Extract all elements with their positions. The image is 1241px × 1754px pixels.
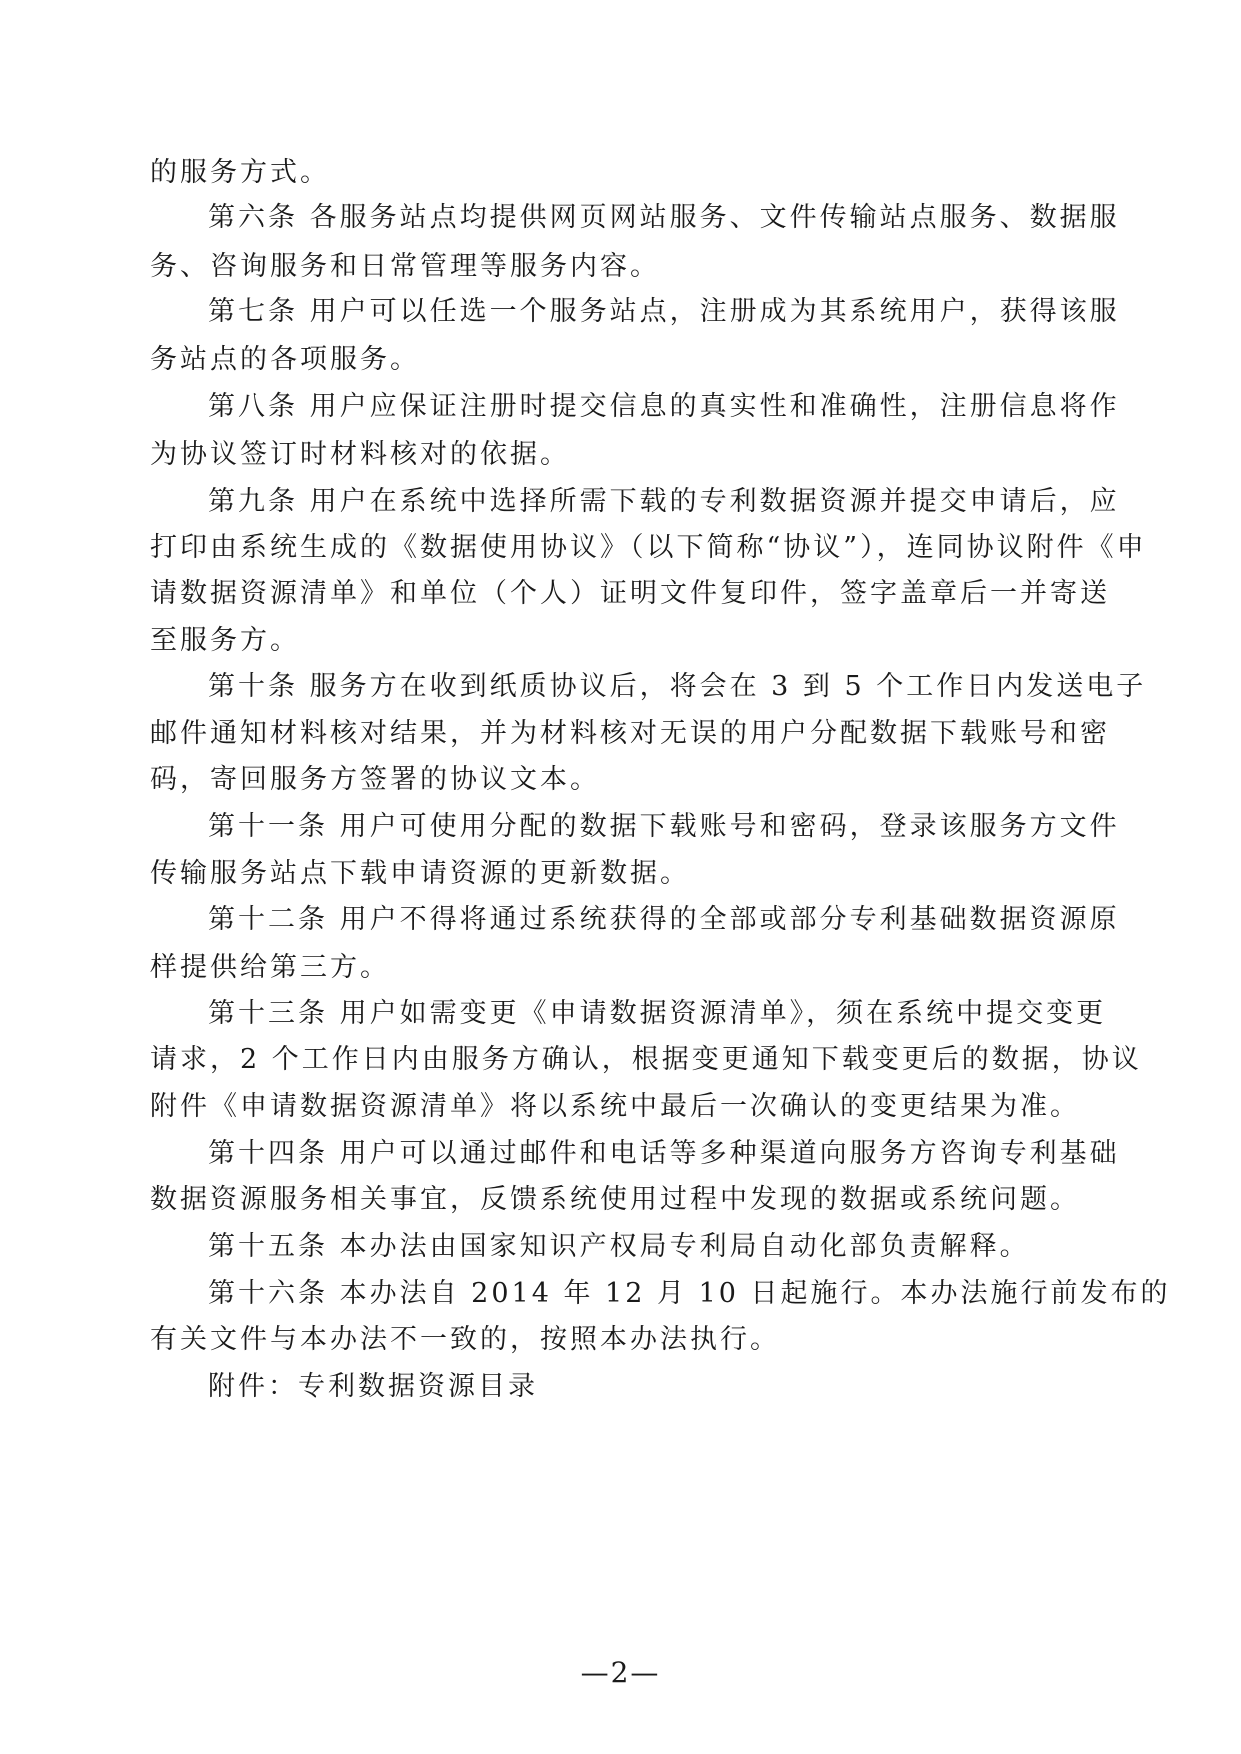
article-6-line-2: 务、咨询服务和日常管理等服务内容。 [150,251,660,282]
article-14-line-1: 第十四条 用户可以通过邮件和电话等多种渠道向服务方咨询专利基础 [208,1138,1120,1169]
article-10-line-2: 邮件通知材料核对结果，并为材料核对无误的用户分配数据下载账号和密 [150,718,1110,749]
text-line: 的服务方式。 [150,157,330,188]
article-13-line-3: 附件《申请数据资源清单》将以系统中最后一次确认的变更结果为准。 [150,1091,1080,1122]
article-9-line-4: 至服务方。 [150,625,300,656]
article-9-line-2: 打印由系统生成的《数据使用协议》（以下简称“协议”），连同协议附件《申 [150,532,1147,563]
attachment-line: 附件：专利数据资源目录 [208,1371,538,1402]
article-16-line-1: 第十六条 本办法自 2014 年 12 月 10 日起施行。本办法施行前发布的 [208,1278,1171,1309]
article-9-line-1: 第九条 用户在系统中选择所需下载的专利数据资源并提交申请后，应 [208,486,1120,517]
article-14-line-2: 数据资源服务相关事宜，反馈系统使用过程中发现的数据或系统问题。 [150,1184,1080,1215]
article-15-line-1: 第十五条 本办法由国家知识产权局专利局自动化部负责解释。 [208,1231,1030,1262]
article-7-line-2: 务站点的各项服务。 [150,344,420,375]
article-8-line-2: 为协议签订时材料核对的依据。 [150,439,570,470]
article-12-line-2: 样提供给第三方。 [150,952,390,983]
article-6-line-1: 第六条 各服务站点均提供网页网站服务、文件传输站点服务、数据服 [208,202,1120,233]
article-10-line-1: 第十条 服务方在收到纸质协议后，将会在 3 到 5 个工作日内发送电子 [208,671,1147,702]
article-11-line-1: 第十一条 用户可使用分配的数据下载账号和密码，登录该服务方文件 [208,811,1120,842]
article-13-line-1: 第十三条 用户如需变更《申请数据资源清单》，须在系统中提交变更 [208,998,1107,1029]
article-7-line-1: 第七条 用户可以任选一个服务站点，注册成为其系统用户，获得该服 [208,296,1120,327]
page-number: —2— [580,1656,661,1689]
article-16-line-2: 有关文件与本办法不一致的，按照本办法执行。 [150,1324,780,1355]
article-13-line-2: 请求，2 个工作日内由服务方确认，根据变更通知下载变更后的数据，协议 [150,1044,1142,1075]
article-12-line-1: 第十二条 用户不得将通过系统获得的全部或部分专利基础数据资源原 [208,904,1120,935]
article-10-line-3: 码，寄回服务方签署的协议文本。 [150,764,600,795]
article-11-line-2: 传输服务站点下载申请资源的更新数据。 [150,858,690,889]
article-9-line-3: 请数据资源清单》和单位（个人）证明文件复印件，签字盖章后一并寄送 [150,578,1110,609]
article-8-line-1: 第八条 用户应保证注册时提交信息的真实性和准确性，注册信息将作 [208,391,1120,422]
